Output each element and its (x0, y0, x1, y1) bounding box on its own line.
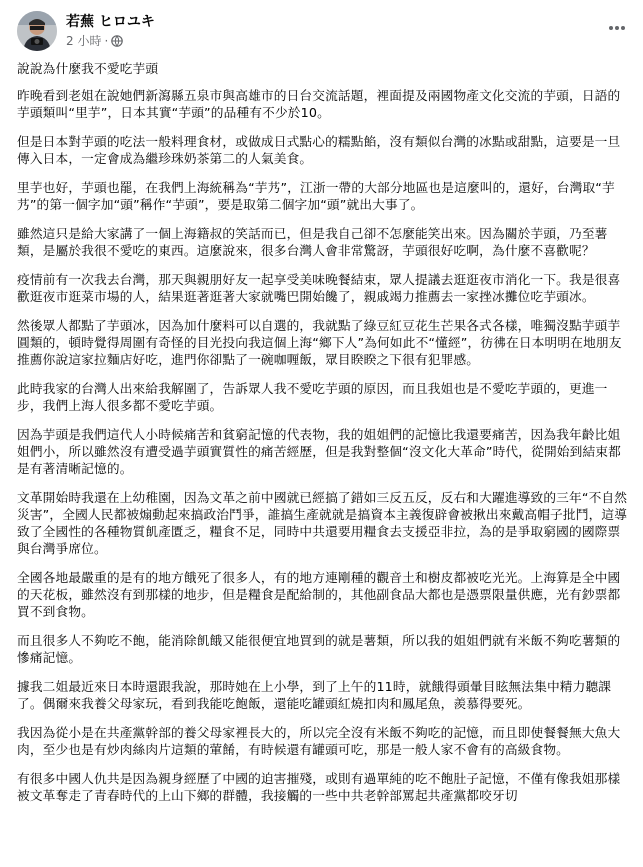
post-paragraph: 全國各地最嚴重的是有的地方餓死了很多人，有的地方連剛種的觀音土和樹皮都被吃光光。上海算是全中國的天花板，雖然沒有到那樣的地步，但是糧食是配給制的，其他副食品大都也是憑票限量供應，光有鈔票都買不到食物。 (17, 570, 621, 619)
post-paragraph: 文革開始時我還在上幼稚園，因為文革之前中國就已經搞了錯如三反五反，反右和大躍進導致的三年“不自然災害”，全國人民都被煽動起來搞政治鬥爭，誰搞生產就就是搞資本主義復辟會被揪出來戴高帽子批鬥，這導致了全國性的各種物質飢產匱乏，糧食不足，同時中共還要用糧食去支援亞非拉，為的是爭取窮國的國際票與台灣爭席位。 (17, 490, 628, 556)
post-paragraph: 說說為什麼我不愛吃芋頭 (17, 61, 159, 76)
post-paragraph: 但是日本對芋頭的吃法一般料理食材，或做成日式點心的糯點餡，沒有類似台灣的冰點或甜點，這要是一旦傳入日本，一定會成為繼珍珠奶茶第二的人氣美食。 (17, 134, 621, 166)
post-paragraph: 雖然這只是給大家講了一個上海籍叔的笑話而已，但是我自己卻不怎麼能笑出來。因為關於芋頭，乃至薯類，是屬於我很不愛吃的東西。這麼說來，很多台灣人會非常驚訝，芋頭很好吃啊，為什麼不喜歡呢？ (17, 226, 608, 258)
post-paragraph: 我因為從小是在共產黨幹部的養父母家裡長大的，所以完全沒有米飯不夠吃的記憶，而且即使餐餐無大魚大肉，至少也是有炒肉絲肉片這類的葷餚，有時候還有罐頭可吃，那是一般人家不會有的高級食物。 (17, 725, 621, 757)
more-options-button[interactable] (603, 14, 631, 42)
post-meta (66, 34, 123, 51)
post-paragraph: 而且很多人不夠吃不飽，能消除飢餓又能很便宜地買到的就是薯類，所以我的姐姐們就有米飯不夠吃薯類的慘痛記憶。 (17, 633, 621, 665)
post-paragraph: 因為芋頭是我們這代人小時候痛苦和貧窮記憶的代表物，我的姐姐們的記憶比我還要痛苦，因為我年齡比姐姐們小，所以雖然沒有遭受過芋頭實質性的痛苦經歷，但是我對整個“沒文化大革命”時代，從開始到結束都是有著清晰記憶的。 (17, 427, 621, 476)
post-time[interactable]: 2 小時 (66, 34, 102, 48)
meta-separator: · (104, 34, 109, 48)
post-paragraph: 里芋也好，芋頭也罷，在我們上海統稱為“芋艿”，江浙一帶的大部分地區也是這麼叫的，還好，台灣取“芋艿”的第一個字加“頭”稱作“芋頭”，要是取第二個字加“頭”就出大事了。 (17, 180, 615, 212)
post-paragraph: 據我二姐最近來日本時還跟我說，那時她在上小學，到了上午的11時，就餓得頭暈目眩無法集中精力聽課了。偶爾來我養父母家玩，看到我能吃飽飯，還能吃罐頭紅燒扣肉和鳳尾魚，羨慕得要死。 (17, 679, 612, 711)
post-header (0, 0, 643, 60)
post-paragraph: 疫情前有一次我去台灣，那天與親朋好友一起享受美味晚餐結束，眾人提議去逛逛夜市消化一下。我是很喜歡逛夜市逛菜市場的人，結果逛著逛著大家就嘴巴開始饞了，親戚竭力推薦去一家挫冰攤位吃芋頭冰。 (17, 272, 621, 304)
avatar-photo-icon (17, 11, 57, 51)
post-text (17, 60, 629, 816)
more-dots-icon (603, 14, 631, 42)
post-paragraph: 昨晚看到老姐在說她們新瀉縣五泉市與高雄市的日台交流話題，裡面提及兩國物產文化交流的芋頭，日語的芋頭類叫“里芋”，日本其實“芋頭”的品種有不少於10。 (17, 88, 621, 120)
post-paragraph: 然後眾人都點了芋頭冰，因為加什麼料可以自選的，我就點了綠豆紅豆花生芒果各式各樣，唯獨沒點芋頭芋圓類的，頓時覺得周圍有奇怪的目光投向我這個上海“鄉下人”為何如此不“懂經”，彷彿在日本明明在地朋友推薦你說這家拉麵店好吃，進門你卻點了一碗咖喱飯，眾目睽睽之下很有犯罪感。 (17, 318, 622, 367)
post-paragraph: 有很多中國人仇共是因為親身經歷了中國的迫害摧殘，或則有過單純的吃不飽肚子記憶，不僅有像我姐那樣被文革奪走了青春時代的上山下鄉的群體，我接觸的一些中共老幹部罵起共產黨都咬牙切 (17, 771, 621, 803)
author-name[interactable]: 若蕪 ヒロユキ (66, 14, 155, 30)
author-avatar[interactable] (17, 11, 57, 51)
post-paragraph: 此時我家的台灣人出來給我解圍了，告訴眾人我不愛吃芋頭的原因，而且我姐也是不愛吃芋頭的，更進一步，我們上海人很多都不愛吃芋頭。 (17, 381, 608, 413)
globe-icon (111, 35, 123, 51)
